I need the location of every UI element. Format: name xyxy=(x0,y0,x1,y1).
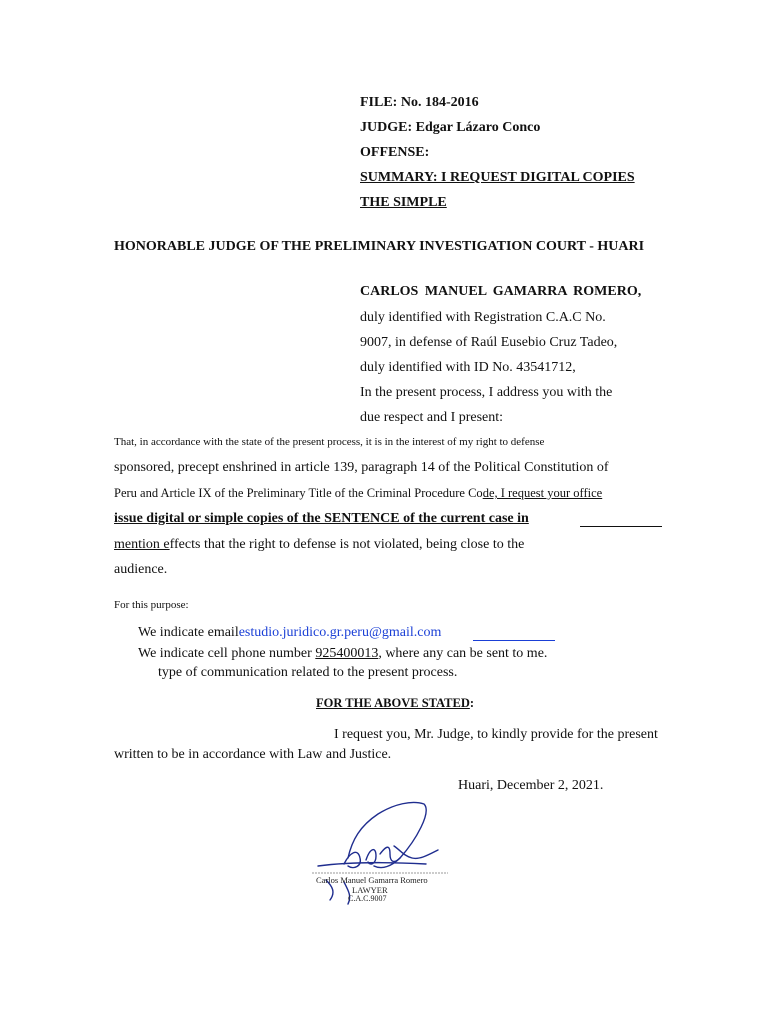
file-number: FILE: No. 184-2016 xyxy=(360,95,479,110)
summary-line-2: THE SIMPLE xyxy=(360,195,447,210)
closing-line-1: I request you, Mr. Judge, to kindly provide for the present xyxy=(334,727,658,742)
body-line-3-text: Peru and Article IX of the Preliminary Title of the Criminal Procedure Co xyxy=(114,486,483,500)
phone-number[interactable]: 925400013 xyxy=(315,646,379,661)
intro-line-1: duly identified with Registration C.A.C No. xyxy=(360,310,606,325)
body-line-5-text: ffects that the right to defense is not violated, being close to the xyxy=(169,537,525,552)
addressee-heading: HONORABLE JUDGE OF THE PRELIMINARY INVESTIGATION COURT - HUARI xyxy=(114,239,645,254)
phone-item-continuation: type of communication related to the present process. xyxy=(158,665,458,680)
document-date: Huari, December 2, 2021. xyxy=(458,778,604,793)
body-line-5-underlined: mention e xyxy=(114,537,170,552)
underline-rule xyxy=(580,526,662,527)
purpose-item-phone xyxy=(138,646,547,662)
body-line-3-underlined: de, I request your office xyxy=(482,486,603,500)
summary-line-1: SUMMARY: I REQUEST DIGITAL COPIES xyxy=(360,170,635,185)
signature-name: Carlos Manuel Gamarra Romero xyxy=(316,875,428,885)
email-link[interactable]: estudio.juridico.gr.peru@gmail.com xyxy=(238,625,442,640)
closing-heading xyxy=(316,696,474,711)
intro-line-5: due respect and I present: xyxy=(360,410,504,425)
body-line-1: That, in accordance with the state of the present process, it is in the interest of my right to defense xyxy=(114,436,545,448)
intro-line-2: 9007, in defense of Raúl Eusebio Cruz Tadeo, xyxy=(360,335,618,350)
lawyer-name: CARLOS MANUEL GAMARRA ROMERO, xyxy=(360,284,642,299)
purpose-item-email xyxy=(138,625,441,641)
phone-prefix: We indicate cell phone number xyxy=(138,646,316,661)
offense-label: OFFENSE: xyxy=(360,145,430,160)
signature-registration: C.A.C.9007 xyxy=(348,894,387,903)
signature-block xyxy=(308,800,454,910)
body-line-2: sponsored, precept enshrined in article 139, paragraph 14 of the Political Constitution of xyxy=(114,460,609,475)
intro-line-3: duly identified with ID No. 43541712, xyxy=(360,360,576,375)
intro-line-4: In the present process, I address you with the xyxy=(360,385,613,400)
phone-suffix: , where any can be sent to me. xyxy=(378,646,548,661)
body-line-5 xyxy=(114,537,524,553)
email-prefix: We indicate email xyxy=(138,625,239,640)
closing-line-2: written to be in accordance with Law and Justice. xyxy=(114,747,392,762)
purpose-label: For this purpose: xyxy=(114,599,189,611)
body-line-3 xyxy=(114,486,602,501)
email-underline xyxy=(473,640,555,641)
body-line-6: audience. xyxy=(114,562,168,577)
signature-title: LAWYER xyxy=(352,885,388,895)
judge-name: JUDGE: Edgar Lázaro Conco xyxy=(360,120,541,135)
body-line-4: issue digital or simple copies of the SENTENCE of the current case in xyxy=(114,511,529,526)
closing-heading-text: FOR THE ABOVE STATED xyxy=(316,696,470,710)
closing-heading-colon: : xyxy=(469,696,475,710)
